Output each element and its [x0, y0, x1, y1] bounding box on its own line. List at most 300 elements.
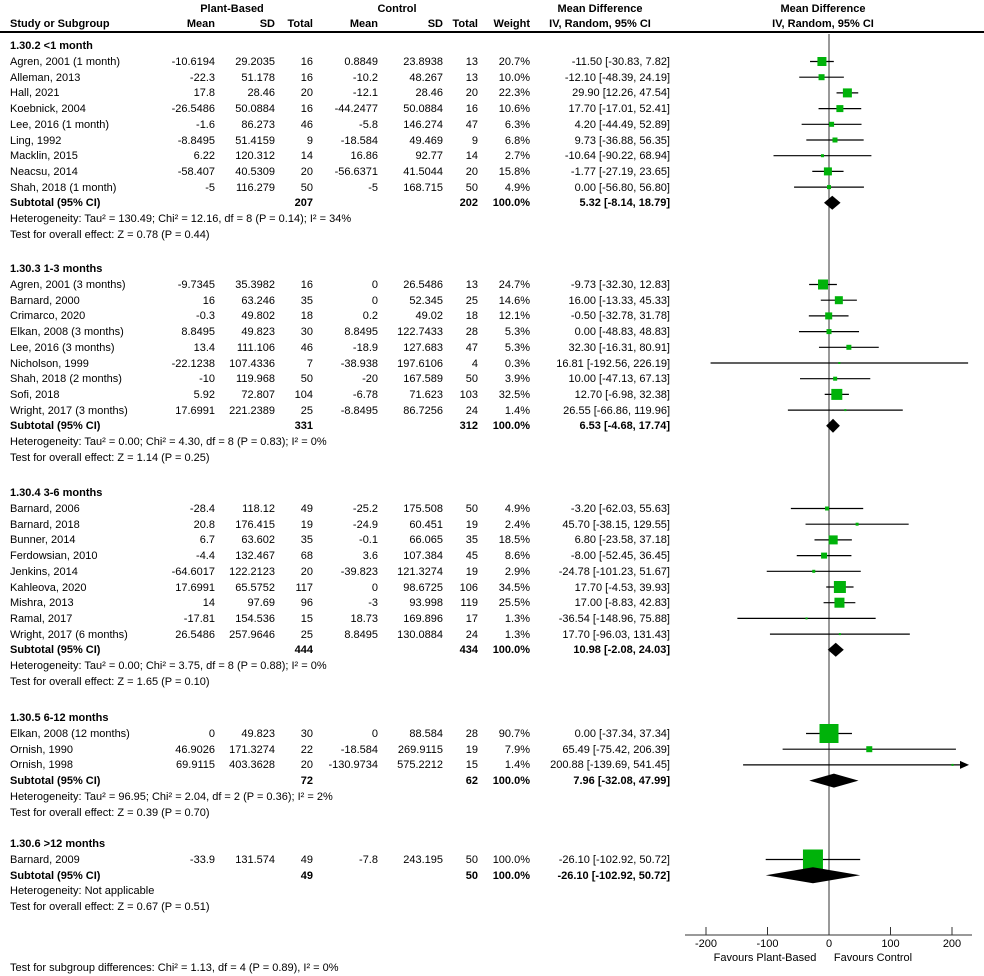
plant-total: 20 [300, 87, 313, 100]
study-name: Barnard, 2018 [10, 518, 80, 531]
control-mean: -130.9734 [328, 759, 378, 772]
control-mean: 16.86 [350, 150, 378, 163]
study-name: Nicholson, 1999 [10, 357, 89, 370]
plant-mean: 8.8495 [181, 326, 215, 339]
plant-sd: 120.312 [235, 150, 275, 163]
overall-effect-text: Test for overall effect: Z = 0.67 (P = 0.51) [10, 901, 210, 914]
study-name: Barnard, 2000 [10, 294, 80, 307]
plant-sd: 35.3982 [235, 279, 275, 291]
plant-mean: -22.1238 [171, 357, 215, 370]
study-name: Lee, 2016 (3 months) [10, 341, 115, 354]
subtotal-plant-total: 72 [300, 775, 313, 788]
control-mean: -18.584 [340, 134, 378, 147]
subtotal-control-total: 50 [465, 869, 478, 882]
control-total: 28 [465, 728, 478, 740]
study-name: Wright, 2017 (6 months) [10, 628, 128, 641]
plant-total: 50 [300, 181, 313, 194]
control-total: 16 [465, 103, 478, 116]
control-mean: -5.8 [359, 118, 378, 131]
control-total: 19 [465, 743, 478, 756]
study-name: Lee, 2016 (1 month) [10, 118, 110, 131]
control-total: 13 [465, 279, 478, 291]
control-total: 19 [465, 518, 478, 531]
plant-sd: 97.69 [247, 597, 275, 610]
control-total: 28 [465, 326, 478, 339]
weight: 15.8% [498, 165, 530, 178]
control-sd: 66.065 [409, 534, 443, 547]
subtotal-diamond [809, 774, 858, 788]
md-ci-text: 16.00 [-13.33, 45.33] [568, 294, 670, 307]
control-mean: -20 [362, 373, 378, 386]
plant-sd: 29.2035 [235, 56, 275, 68]
plant-mean: 6.7 [199, 534, 215, 547]
overall-effect-text: Test for overall effect: Z = 0.78 (P = 0.44) [10, 228, 210, 241]
control-mean: -5 [368, 181, 378, 194]
md-ci-text: 0.00 [-37.34, 37.34] [574, 728, 670, 740]
plant-mean: -0.3 [196, 310, 215, 323]
control-mean: -10.2 [352, 71, 378, 84]
control-sd: 121.3274 [397, 565, 443, 578]
plant-sd: 119.968 [236, 373, 275, 386]
heterogeneity-text: Heterogeneity: Tau² = 0.00; Chi² = 3.75, df = 8 (P = 0.88); I² = 0% [10, 660, 327, 672]
control-total: 103 [459, 388, 478, 401]
subtotal-ci-text: 7.96 [-32.08, 47.99] [573, 775, 670, 788]
plant-mean: -64.6017 [171, 565, 215, 578]
control-mean: 3.6 [362, 550, 378, 563]
control-mean: -0.1 [359, 534, 378, 547]
plant-total: 49 [300, 503, 313, 515]
plant-total: 104 [294, 388, 313, 401]
weight: 18.5% [498, 534, 530, 547]
subtotal-plant-total: 331 [294, 420, 313, 433]
subtotal-plant-total: 49 [300, 869, 313, 882]
control-sd: 122.7433 [397, 326, 443, 339]
plant-mean: -28.4 [189, 503, 215, 515]
plant-sd: 132.467 [235, 550, 275, 563]
overall-effect-text: Test for overall effect: Z = 1.65 (P = 0.10) [10, 675, 210, 688]
study-name: Elkan, 2008 (12 months) [10, 728, 130, 740]
effect-square [825, 507, 829, 511]
plant-total: 20 [300, 565, 313, 578]
effect-square [832, 138, 837, 143]
md-ci-text: -9.73 [-32.30, 12.83] [570, 279, 670, 291]
plant-sd: 63.246 [241, 294, 275, 307]
weight: 6.3% [504, 118, 530, 131]
effect-square [821, 154, 824, 157]
weight: 10.6% [498, 103, 530, 116]
plant-sd: 50.0884 [235, 103, 275, 116]
plant-total: 16 [300, 56, 313, 68]
plant-total: 49 [300, 854, 313, 866]
md-ci-text: -0.50 [-32.78, 31.78] [570, 310, 670, 323]
weight: 14.6% [498, 294, 530, 307]
md-ci-text: 0.00 [-56.80, 56.80] [574, 181, 670, 194]
effect-square [833, 377, 837, 381]
plant-mean: -33.9 [189, 854, 215, 866]
study-name: Crimarco, 2020 [10, 310, 86, 323]
control-total: 9 [471, 134, 478, 147]
control-sd: 49.469 [409, 134, 443, 147]
heterogeneity-text: Heterogeneity: Tau² = 0.00; Chi² = 4.30, df = 8 (P = 0.83); I² = 0% [10, 436, 327, 448]
plant-total: 30 [300, 728, 313, 740]
weight: 10.0% [498, 71, 530, 84]
control-sd: 169.896 [403, 612, 443, 625]
control-mean: 8.8495 [344, 326, 378, 339]
plant-mean: -58.407 [177, 165, 215, 178]
plant-sd: 49.802 [241, 310, 275, 323]
plant-sd: 403.3628 [229, 759, 275, 772]
plant-sd: 221.2389 [229, 404, 275, 417]
study-name: Agren, 2001 (1 month) [10, 56, 121, 68]
plant-total: 46 [300, 118, 313, 131]
plant-sd: 118.12 [242, 503, 275, 515]
weight: 20.7% [498, 56, 530, 68]
subtotal-label: Subtotal (95% CI) [10, 869, 101, 882]
plant-sd: 28.46 [247, 87, 275, 100]
plant-mean: 46.9026 [175, 743, 215, 756]
axis-tick-label: -100 [756, 938, 779, 950]
md-ci-text: -8.00 [-52.45, 36.45] [570, 550, 670, 563]
study-name: Macklin, 2015 [10, 150, 78, 163]
md-ci-text: 12.70 [-6.98, 32.38] [574, 388, 670, 401]
overall-effect-text: Test for overall effect: Z = 0.39 (P = 0.70) [10, 806, 210, 819]
effect-square [821, 553, 827, 559]
control-total: 13 [465, 56, 478, 68]
subtotal-weight: 100.0% [492, 644, 530, 657]
control-total: 4 [471, 357, 478, 370]
effect-square [827, 185, 831, 189]
plant-sd: 122.2123 [229, 565, 275, 578]
control-mean: -7.8 [359, 854, 378, 866]
control-total: 20 [465, 87, 478, 100]
plant-sd: 63.602 [241, 534, 275, 547]
md-ci-text: 200.88 [-139.69, 541.45] [550, 759, 670, 772]
effect-square [831, 389, 842, 400]
overall-effect-text: Test for overall effect: Z = 1.14 (P = 0.25) [10, 451, 210, 464]
subtotal-diamond [824, 196, 841, 210]
plant-total: 15 [300, 612, 313, 625]
effect-square [819, 74, 825, 80]
control-sd: 49.02 [415, 310, 443, 323]
md-ci-text: 10.00 [-47.13, 67.13] [568, 373, 670, 386]
weight: 100.0% [492, 854, 530, 866]
md-ci-text: 0.00 [-48.83, 48.83] [574, 326, 670, 339]
mean-difference-plot-header: Mean Difference [780, 3, 866, 15]
control-mean: -24.9 [352, 518, 378, 531]
plant-total: 35 [300, 294, 313, 307]
effect-square [952, 764, 954, 766]
plant-total: 18 [300, 310, 313, 323]
col-header-plant-mean: Mean [186, 18, 215, 30]
effect-square [820, 724, 839, 743]
effect-square [844, 409, 846, 411]
plant-sd: 65.5752 [235, 581, 275, 594]
control-mean: -44.2477 [334, 103, 378, 116]
effect-square [836, 105, 843, 112]
plant-mean: 17.6991 [175, 404, 215, 417]
md-ci-text: -26.10 [-102.92, 50.72] [558, 854, 670, 866]
plant-sd: 49.823 [241, 326, 275, 339]
study-name: Hall, 2021 [10, 87, 60, 100]
effect-square [843, 88, 852, 97]
plant-total: 20 [300, 165, 313, 178]
control-total: 25 [465, 294, 478, 307]
md-ci-text: 17.70 [-4.53, 39.93] [574, 581, 670, 594]
subgroup-header: 1.30.3 1-3 months [10, 263, 103, 275]
col-header-ci-plot: IV, Random, 95% CI [772, 18, 874, 30]
subgroup-header: 1.30.4 3-6 months [10, 487, 103, 499]
plant-total: 22 [300, 743, 313, 756]
control-group-header: Control [377, 3, 417, 15]
study-name: Ramal, 2017 [10, 612, 73, 625]
effect-square [824, 167, 832, 175]
plant-sd: 40.5309 [235, 165, 275, 178]
col-header-ci-text: IV, Random, 95% CI [549, 18, 651, 30]
control-mean: 18.73 [350, 612, 378, 625]
plant-mean: -26.5486 [171, 103, 215, 116]
plant-mean: 14 [202, 597, 215, 610]
md-ci-text: 17.70 [-96.03, 131.43] [562, 628, 670, 641]
control-mean: -18.584 [340, 743, 378, 756]
control-sd: 41.5044 [403, 165, 443, 178]
control-total: 19 [465, 565, 478, 578]
control-sd: 86.7256 [403, 404, 443, 417]
control-sd: 71.623 [409, 388, 443, 401]
md-ci-text: -11.50 [-30.83, 7.82] [571, 56, 670, 68]
study-name: Ferdowsian, 2010 [10, 550, 98, 563]
control-mean: -6.78 [352, 388, 378, 401]
plant-mean: 6.22 [193, 150, 215, 163]
md-ci-text: 17.70 [-17.01, 52.41] [568, 103, 670, 116]
plant-sd: 51.4159 [235, 134, 275, 147]
weight: 32.5% [498, 388, 530, 401]
md-ci-text: 65.49 [-75.42, 206.39] [562, 743, 670, 756]
plant-total: 25 [300, 628, 313, 641]
md-ci-text: -24.78 [-101.23, 51.67] [558, 565, 670, 578]
md-ci-text: -1.77 [-27.19, 23.65] [570, 165, 670, 178]
subtotal-weight: 100.0% [492, 420, 530, 433]
weight: 12.1% [498, 310, 530, 323]
weight: 5.3% [504, 326, 530, 339]
weight: 22.3% [498, 87, 530, 100]
plant-sd: 51.178 [241, 71, 275, 84]
effect-square [818, 280, 828, 290]
control-total: 50 [465, 181, 478, 194]
control-sd: 168.715 [403, 181, 443, 194]
control-sd: 28.46 [415, 87, 443, 100]
heterogeneity-text: Heterogeneity: Not applicable [10, 885, 155, 898]
control-total: 35 [465, 534, 478, 547]
plant-mean: -10 [199, 373, 215, 386]
subtotal-weight: 100.0% [492, 197, 530, 210]
control-sd: 92.77 [415, 150, 443, 163]
control-mean: -3 [368, 597, 378, 610]
control-total: 47 [465, 341, 478, 354]
favours-right-label: Favours Control [833, 952, 913, 964]
md-ci-text: -36.54 [-148.96, 75.88] [558, 612, 670, 625]
weight: 1.3% [504, 612, 530, 625]
plant-mean: -8.8495 [177, 134, 215, 147]
control-total: 14 [465, 150, 478, 163]
control-total: 24 [465, 404, 478, 417]
control-sd: 175.508 [403, 503, 443, 515]
plant-mean: -9.7345 [177, 279, 215, 291]
study-name: Shah, 2018 (1 month) [10, 181, 117, 194]
subtotal-weight: 100.0% [492, 869, 530, 882]
subtotal-label: Subtotal (95% CI) [10, 644, 101, 657]
control-mean: -25.2 [352, 503, 378, 515]
plant-mean: -10.6194 [171, 56, 215, 68]
weight: 90.7% [498, 728, 530, 740]
plant-mean: 20.8 [193, 518, 215, 531]
study-name: Agren, 2001 (3 months) [10, 279, 126, 291]
control-mean: -8.8495 [340, 404, 378, 417]
plant-mean: 69.9115 [176, 759, 215, 772]
plant-sd: 111.106 [236, 341, 275, 354]
control-mean: -38.938 [340, 357, 378, 370]
weight: 1.4% [504, 404, 530, 417]
effect-square [839, 633, 841, 635]
plant-sd: 116.279 [236, 181, 275, 194]
control-sd: 26.5486 [403, 279, 443, 291]
plant-total: 50 [300, 373, 313, 386]
weight: 0.3% [504, 357, 530, 370]
mean-difference-text-header: Mean Difference [557, 3, 643, 15]
md-ci-text: 16.81 [-192.56, 226.19] [556, 357, 670, 370]
plant-total: 16 [300, 103, 313, 116]
control-sd: 243.195 [403, 854, 443, 866]
effect-square [817, 57, 826, 66]
control-sd: 130.0884 [397, 628, 443, 641]
plant-sd: 171.3274 [229, 743, 275, 756]
effect-square [803, 850, 823, 870]
plant-mean: 5.92 [193, 388, 215, 401]
md-ci-text: 45.70 [-38.15, 129.55] [562, 518, 670, 531]
control-total: 119 [460, 597, 478, 610]
control-mean: -56.6371 [334, 165, 378, 178]
col-header-control-sd: SD [427, 18, 443, 30]
effect-square [838, 362, 840, 364]
control-mean: 0.2 [362, 310, 378, 323]
weight: 1.3% [504, 628, 530, 641]
control-mean: 0 [371, 294, 378, 307]
study-name: Mishra, 2013 [10, 597, 74, 610]
col-header-control-total: Total [452, 18, 478, 30]
heterogeneity-text: Heterogeneity: Tau² = 130.49; Chi² = 12.16, df = 8 (P = 0.14); I² = 34% [10, 213, 352, 225]
control-mean: 0 [371, 728, 378, 740]
plant-total: 68 [300, 550, 313, 563]
control-sd: 88.584 [409, 728, 443, 740]
study-name: Jenkins, 2014 [10, 565, 78, 578]
weight: 24.7% [498, 279, 530, 291]
axis-tick-label: 100 [881, 938, 900, 950]
axis-tick-label: 0 [825, 938, 833, 950]
subtotal-control-total: 62 [465, 775, 478, 788]
subtotal-label: Subtotal (95% CI) [10, 197, 101, 210]
control-mean: -18.9 [352, 341, 378, 354]
control-mean: 8.8495 [344, 628, 378, 641]
subtotal-control-total: 312 [459, 420, 478, 433]
control-total: 18 [465, 310, 478, 323]
plant-sd: 257.9646 [229, 628, 275, 641]
weight: 4.9% [504, 181, 530, 194]
control-total: 15 [465, 759, 478, 772]
plant-sd: 72.807 [241, 388, 275, 401]
weight: 1.4% [504, 759, 530, 772]
md-ci-text: 4.20 [-44.49, 52.89] [574, 118, 670, 131]
ci-arrow-right [960, 761, 969, 769]
effect-square [856, 523, 859, 526]
md-ci-text: -3.20 [-62.03, 55.63] [570, 503, 670, 515]
effect-square [834, 598, 844, 608]
subtotal-ci-text: -26.10 [-102.92, 50.72] [557, 869, 670, 882]
control-sd: 60.451 [409, 518, 443, 531]
effect-square [806, 617, 808, 619]
study-name: Alleman, 2013 [10, 71, 81, 84]
plant-based-group-header: Plant-Based [200, 3, 264, 15]
subtotal-control-total: 434 [459, 644, 478, 657]
study-name: Kahleova, 2020 [10, 581, 87, 594]
subtotal-diamond [828, 643, 844, 657]
md-ci-text: 32.30 [-16.31, 80.91] [568, 341, 670, 354]
effect-square [866, 746, 872, 752]
study-name: Barnard, 2006 [10, 503, 80, 515]
control-mean: 0 [371, 581, 378, 594]
weight: 8.6% [504, 550, 530, 563]
effect-square [846, 345, 851, 350]
plant-mean: -5 [205, 181, 215, 194]
plant-total: 19 [300, 518, 313, 531]
weight: 2.4% [504, 518, 530, 531]
control-sd: 50.0884 [403, 103, 443, 116]
effect-square [812, 570, 815, 573]
control-mean: -39.823 [340, 565, 378, 578]
control-sd: 127.683 [403, 341, 443, 354]
control-sd: 167.589 [403, 373, 443, 386]
md-ci-text: -12.10 [-48.39, 24.19] [564, 71, 670, 84]
study-name: Shah, 2018 (2 months) [10, 373, 122, 386]
plant-total: 7 [306, 357, 313, 370]
plant-total: 25 [300, 404, 313, 417]
weight: 2.9% [504, 565, 530, 578]
subtotal-control-total: 202 [459, 197, 478, 210]
subtotal-ci-text: 10.98 [-2.08, 24.03] [573, 644, 670, 657]
weight: 5.3% [504, 341, 530, 354]
favours-left-label: Favours Plant-Based [713, 952, 817, 964]
md-ci-text: 9.73 [-36.88, 56.35] [574, 134, 670, 147]
plant-sd: 154.536 [235, 612, 275, 625]
plant-mean: -22.3 [189, 71, 215, 84]
subtotal-ci-text: 5.32 [-8.14, 18.79] [579, 197, 670, 210]
control-sd: 98.6725 [403, 581, 443, 594]
subgroup-header: 1.30.6 >12 months [10, 838, 106, 850]
control-sd: 93.998 [409, 597, 443, 610]
plant-sd: 107.4336 [229, 357, 275, 370]
md-ci-text: 29.90 [12.26, 47.54] [572, 87, 670, 100]
plant-mean: -17.81 [183, 612, 215, 625]
control-total: 50 [465, 373, 478, 386]
effect-square [835, 296, 843, 304]
effect-square [825, 312, 832, 319]
plant-sd: 86.273 [241, 118, 275, 131]
weight: 6.8% [504, 134, 530, 147]
plant-total: 9 [306, 134, 313, 147]
control-total: 106 [459, 581, 478, 594]
plant-total: 16 [300, 71, 313, 84]
plant-total: 20 [300, 759, 313, 772]
plant-mean: 17.6991 [175, 581, 215, 594]
plant-total: 16 [300, 279, 313, 291]
